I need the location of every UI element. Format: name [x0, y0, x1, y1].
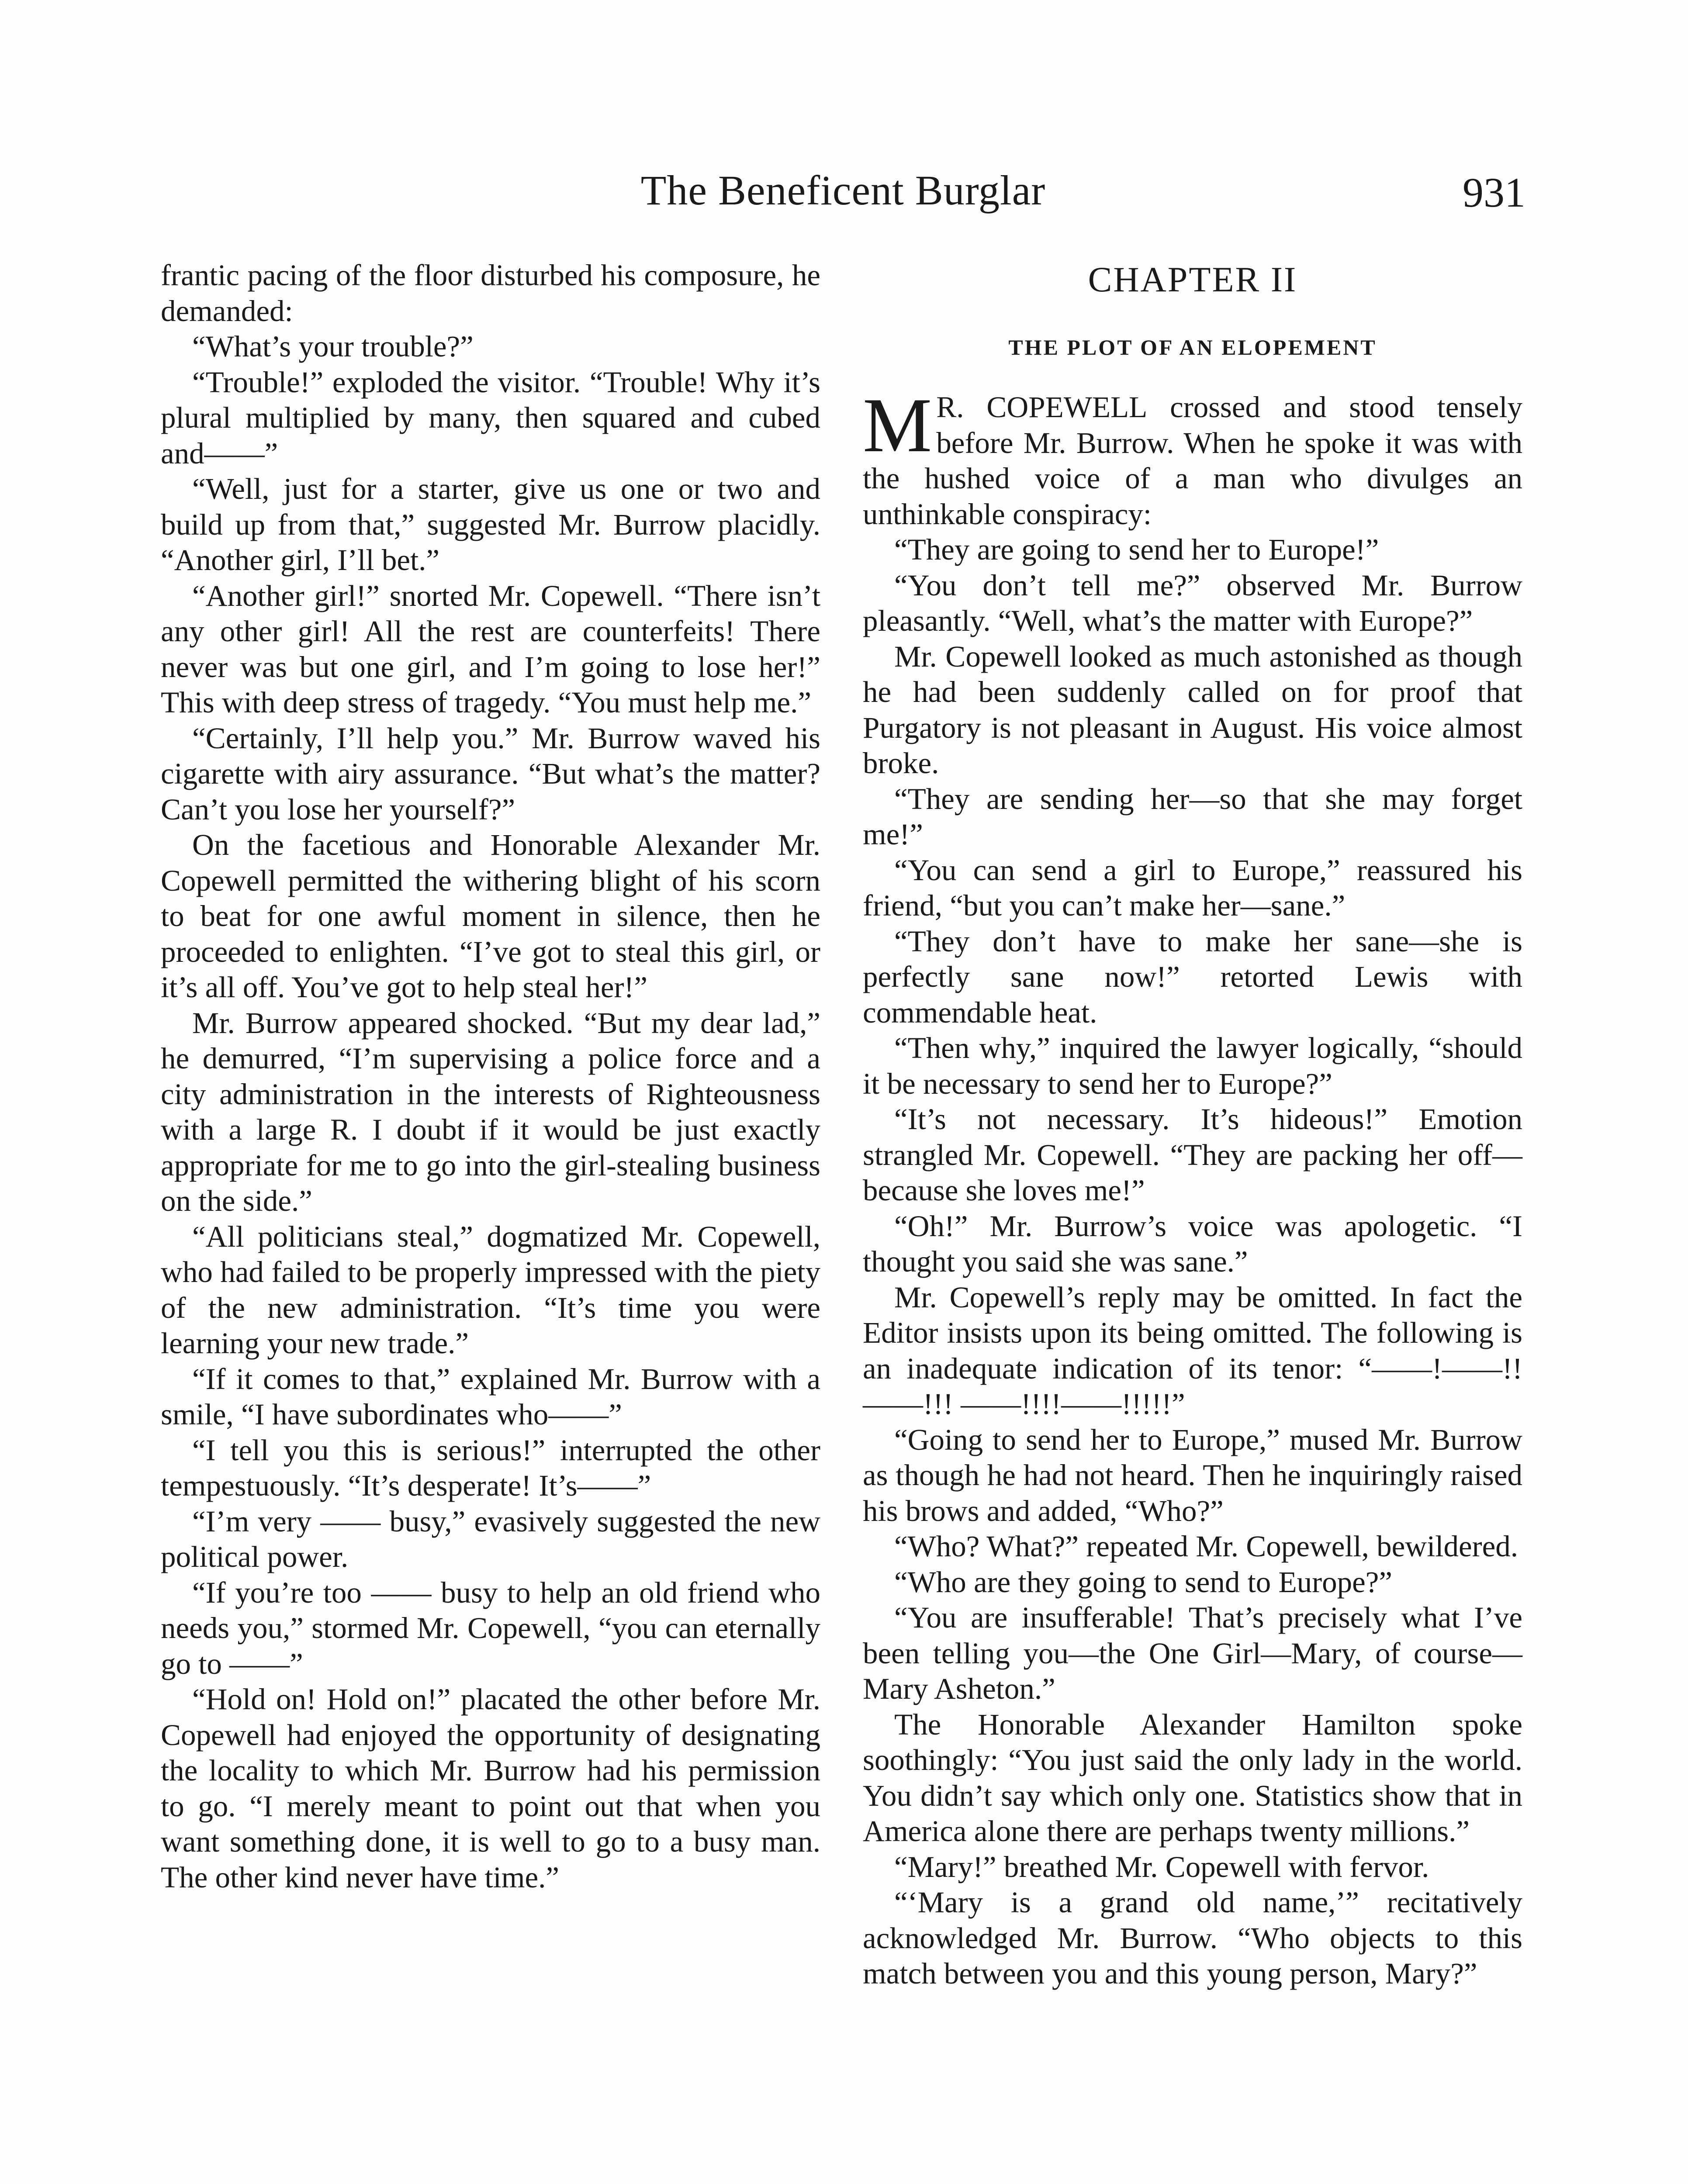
paragraph: “‘Mary is a grand old name,’” recitatively acknowledged Mr. Burrow. “Who objects to this match between you and this young person, Mary?”: [863, 1886, 1522, 1990]
paragraph: Mr. Burrow appeared shocked. “But my dear lad,” he demurred, “I’m supervising a police force and a city administration in the interests of Righteousness with a large R. I doubt if it would be just exactly appropriate for me to go into the girl-stealing business on the side.”: [161, 1006, 820, 1217]
paragraph: “You can send a girl to Europe,” reassured his friend, “but you can’t make her—sane.”: [863, 853, 1522, 922]
paragraph: “Going to send her to Europe,” mused Mr. Burrow as though he had not heard. Then he inquiringly raised his brows and added, “Who?”: [863, 1423, 1522, 1527]
left-column: [161, 258, 820, 1895]
paragraph: “It’s not necessary. It’s hideous!” Emotion strangled Mr. Copewell. “They are packing her off—because she loves me!”: [863, 1102, 1522, 1207]
running-head: The Beneficent Burglar: [640, 167, 1046, 214]
paragraph: “Hold on! Hold on!” placated the other before Mr. Copewell had enjoyed the opportunity of designating the locality to which Mr. Burrow had his permission to go. “I merely meant to point out that when you want something done, it is well to go to a busy man. The other kind never have time.”: [161, 1683, 820, 1894]
drop-cap: M: [863, 382, 932, 468]
chapter-subtitle: THE PLOT OF AN ELOPEMENT: [1008, 335, 1377, 359]
paragraph: “If it comes to that,” explained Mr. Burrow with a smile, “I have subordinates who——”: [161, 1362, 820, 1431]
paragraph: “Oh!” Mr. Burrow’s voice was apologetic. “I thought you said she was sane.”: [863, 1209, 1522, 1278]
paragraph: frantic pacing of the floor disturbed his composure, he demanded:: [161, 259, 820, 328]
paragraph: Mr. Copewell’s reply may be omitted. In fact the Editor insists upon its being omitted. The following is an inadequate indication of its tenor: “——!——!!——!!! ——!!!!——!!!!!”: [863, 1280, 1522, 1420]
paragraph: “If you’re too —— busy to help an old friend who needs you,” stormed Mr. Copewell, “you can eternally go to ——”: [161, 1576, 820, 1680]
paragraph: “They are sending her—so that she may forget me!”: [863, 782, 1522, 851]
paragraph: On the facetious and Honorable Alexander Mr. Copewell permitted the withering blight of his scorn to beat for one awful moment in silence, then he proceeded to enlighten. “I’ve got to steal this girl, or it’s all off. You’ve got to help steal her!”: [161, 828, 820, 1004]
paragraph: “You are insufferable! That’s precisely what I’ve been telling you—the One Girl—Mary, of course—Mary Asheton.”: [863, 1601, 1522, 1705]
paragraph: “They are going to send her to Europe!”: [894, 533, 1379, 566]
paragraph: The Honorable Alexander Hamilton spoke soothingly: “You just said the only lady in the world. You didn’t say which only one. Statistics show that in America alone there are perhaps twenty millions.”: [863, 1707, 1522, 1848]
chapter-heading: CHAPTER II: [1088, 259, 1297, 299]
paragraph: “I’m very —— busy,” evasively suggested the new political power.: [161, 1504, 820, 1573]
opening-text: crossed and stood tensely before Mr. Burrow. When he spoke it was with the hushed voice of a man who divulges an unthinkable conspiracy:: [863, 390, 1522, 531]
paragraph: “Certainly, I’ll help you.” Mr. Burrow waved his cigarette with airy assurance. “But what’s the matter? Can’t you lose her yourself?”: [161, 721, 820, 826]
opening-small-caps: R. COPEWELL: [936, 390, 1148, 424]
paragraph: “Who? What?” repeated Mr. Copewell, bewildered.: [894, 1530, 1518, 1563]
paragraph: “You don’t tell me?” observed Mr. Burrow pleasantly. “Well, what’s the matter with Europe?”: [863, 568, 1522, 637]
paragraph: “Mary!” breathed Mr. Copewell with fervor.: [894, 1850, 1429, 1883]
paragraph: “Trouble!” exploded the visitor. “Trouble! Why it’s plural multiplied by many, then squared and cubed and——”: [161, 365, 820, 470]
right-column: [863, 258, 1522, 1992]
paragraph: Mr. Copewell looked as much astonished as though he had been suddenly called on for proof that Purgatory is not pleasant in August. His voice almost broke.: [863, 639, 1522, 780]
paragraph: “What’s your trouble?”: [192, 330, 474, 363]
paragraph: “They don’t have to make her sane—she is perfectly sane now!” retorted Lewis with commendable heat.: [863, 924, 1522, 1029]
paragraph: “All politicians steal,” dogmatized Mr. Copewell, who had failed to be properly impressed with the piety of the new administration. “It’s time you were learning your new trade.”: [161, 1220, 820, 1360]
chapter-opening-paragraph: [863, 382, 1522, 532]
paragraph: “I tell you this is serious!” interrupted the other tempestuously. “It’s desperate! It’s——”: [161, 1433, 820, 1502]
paragraph: “Well, just for a starter, give us one or two and build up from that,” suggested Mr. Burrow placidly. “Another girl, I’ll bet.”: [161, 472, 820, 577]
paragraph: “Then why,” inquired the lawyer logically, “should it be necessary to send her to Europe?”: [863, 1031, 1522, 1100]
paragraph: “Who are they going to send to Europe?”: [894, 1565, 1393, 1599]
paragraph: “Another girl!” snorted Mr. Copewell. “There isn’t any other girl! All the rest are counterfeits! There never was but one girl, and I’m going to lose her!” This with deep stress of tragedy. “You must help me.”: [161, 579, 820, 719]
page-number: 931: [1463, 169, 1525, 216]
